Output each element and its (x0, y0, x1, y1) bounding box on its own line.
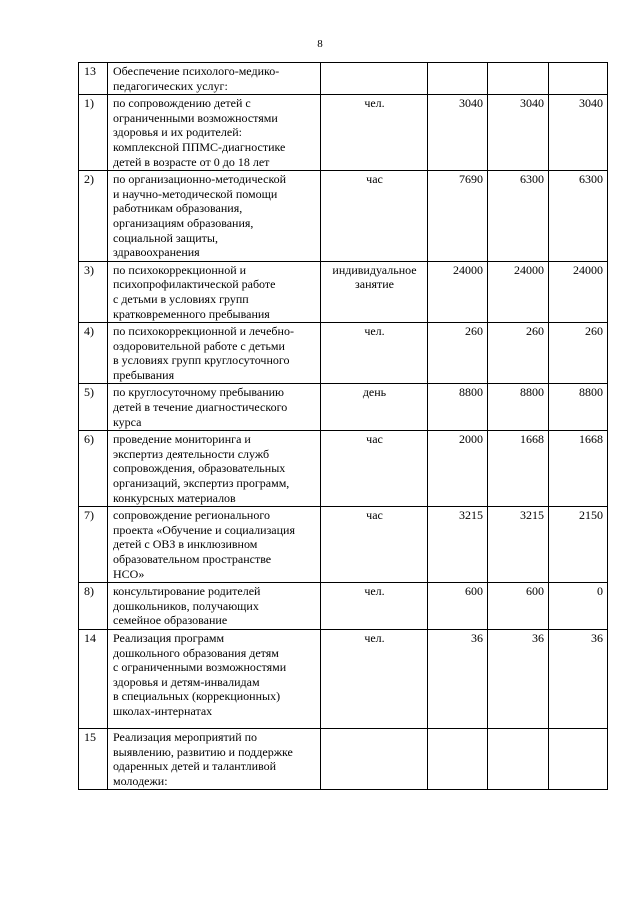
row-number: 1) (84, 96, 94, 111)
table-row (79, 728, 608, 789)
table-row (79, 431, 608, 507)
row-number: 14 (84, 630, 96, 645)
row-value-2: 3040 (520, 96, 544, 111)
row-number-cell (79, 507, 108, 583)
row-value-2: 260 (526, 324, 544, 339)
row-value-3-cell (549, 384, 608, 431)
row-value-3: 6300 (579, 172, 603, 187)
row-value-1-cell (428, 728, 488, 789)
table-row (79, 95, 608, 171)
row-unit-cell (321, 629, 428, 728)
row-number-cell (79, 431, 108, 507)
row-number-cell (79, 583, 108, 630)
row-value-1-cell (428, 507, 488, 583)
row-description: проведение мониторинга и экспертиз деятельности служб сопровождения, образовательных организаций, экспертиз программ, конкурсных материалов (113, 432, 290, 505)
row-value-2-cell (488, 95, 549, 171)
row-value-1: 600 (465, 584, 483, 599)
row-unit: чел. (364, 324, 385, 339)
table-row (79, 384, 608, 431)
row-value-3: 3040 (579, 96, 603, 111)
row-unit-cell (321, 728, 428, 789)
row-unit-cell (321, 323, 428, 384)
row-value-2-cell (488, 323, 549, 384)
row-value-3: 1668 (579, 432, 603, 447)
row-value-2-cell (488, 171, 549, 262)
row-description-cell (108, 171, 321, 262)
row-value-2-cell (488, 431, 549, 507)
row-unit-cell (321, 507, 428, 583)
row-value-2: 600 (526, 584, 544, 599)
table-row (79, 583, 608, 630)
row-number-cell (79, 63, 108, 95)
row-number-cell (79, 95, 108, 171)
row-number: 5) (84, 385, 94, 400)
row-unit: час (366, 508, 383, 523)
row-description: по сопровождению детей с ограниченными возможностями здоровья и их родителей: комплексной ППМС-диагностике детей в возрасте от 0 до 18 лет (113, 96, 286, 169)
row-value-1: 36 (471, 630, 483, 645)
row-value-2-cell (488, 63, 549, 95)
row-description-cell (108, 323, 321, 384)
row-number: 6) (84, 432, 94, 447)
row-description-cell (108, 507, 321, 583)
row-number-cell (79, 629, 108, 728)
row-description-cell (108, 384, 321, 431)
row-value-3-cell (549, 323, 608, 384)
table-row (79, 323, 608, 384)
row-value-1-cell (428, 629, 488, 728)
row-value-3-cell (549, 261, 608, 322)
row-unit: чел. (364, 584, 385, 599)
row-value-2-cell (488, 384, 549, 431)
row-unit-cell (321, 384, 428, 431)
row-value-1-cell (428, 63, 488, 95)
row-value-3-cell (549, 583, 608, 630)
row-number: 2) (84, 172, 94, 187)
row-description-cell (108, 63, 321, 95)
row-value-2-cell (488, 507, 549, 583)
row-value-3-cell (549, 728, 608, 789)
row-value-3-cell (549, 171, 608, 262)
row-unit-cell (321, 583, 428, 630)
row-value-1: 260 (465, 324, 483, 339)
row-value-3: 0 (597, 584, 603, 599)
row-description: Реализация мероприятий по выявлению, развитию и поддержке одаренных детей и талантливой молодежи: (113, 729, 293, 788)
row-value-1-cell (428, 384, 488, 431)
row-value-1-cell (428, 261, 488, 322)
row-value-1: 3215 (459, 508, 483, 523)
row-description: по круглосуточному пребыванию детей в течение диагностического курса (113, 385, 288, 429)
row-description: консультирование родителей дошкольников, получающих семейное образование (113, 584, 261, 628)
row-value-1: 24000 (453, 262, 483, 277)
row-value-2: 3215 (520, 508, 544, 523)
row-value-3-cell (549, 431, 608, 507)
row-value-1-cell (428, 95, 488, 171)
row-number-cell (79, 261, 108, 322)
row-unit-cell (321, 261, 428, 322)
row-description: сопровождение регионального проекта «Обучение и социализация детей с ОВЗ в инклюзивном образовательном пространстве НСО» (113, 508, 295, 581)
table-row (79, 629, 608, 728)
row-unit: час (366, 432, 383, 447)
row-value-2: 8800 (520, 385, 544, 400)
row-value-3-cell (549, 629, 608, 728)
row-value-1: 8800 (459, 385, 483, 400)
row-unit: чел. (364, 96, 385, 111)
row-description-cell (108, 431, 321, 507)
row-description-cell (108, 261, 321, 322)
row-description: по психокоррекционной и лечебно- оздоровительной работе с детьми в условиях групп круглосуточного пребывания (113, 324, 294, 382)
row-number-cell (79, 323, 108, 384)
row-value-2-cell (488, 583, 549, 630)
page-number: 8 (317, 38, 323, 50)
row-value-3-cell (549, 507, 608, 583)
row-unit: чел. (364, 630, 385, 645)
row-number-cell (79, 171, 108, 262)
row-description-cell (108, 728, 321, 789)
row-value-3: 24000 (573, 262, 603, 277)
table-row (79, 261, 608, 322)
row-value-2-cell (488, 261, 549, 322)
row-number-cell (79, 384, 108, 431)
row-unit: день (362, 385, 387, 400)
row-value-3: 8800 (579, 385, 603, 400)
services-table (78, 62, 608, 790)
row-value-1: 7690 (459, 172, 483, 187)
row-value-2-cell (488, 728, 549, 789)
row-number: 7) (84, 508, 94, 523)
row-description-cell (108, 629, 321, 728)
row-number: 3) (84, 262, 94, 277)
row-value-2-cell (488, 629, 549, 728)
row-value-1: 3040 (459, 96, 483, 111)
table-body (79, 63, 608, 790)
row-value-1-cell (428, 323, 488, 384)
table-row (79, 63, 608, 95)
row-value-1: 2000 (459, 432, 483, 447)
row-description-cell (108, 95, 321, 171)
row-number: 15 (84, 729, 96, 744)
row-unit-cell (321, 171, 428, 262)
table-row (79, 171, 608, 262)
row-value-3-cell (549, 95, 608, 171)
row-unit: час (366, 172, 383, 187)
row-description: по организационно-методической и научно-методической помощи работникам образования, организациям образования, социальной защиты, здравоохранения (113, 172, 287, 260)
row-description-cell (108, 583, 321, 630)
row-value-3: 2150 (579, 508, 603, 523)
row-value-1-cell (428, 431, 488, 507)
row-unit: индивидуальное занятие (332, 262, 417, 292)
row-number: 4) (84, 324, 94, 339)
row-value-3: 260 (585, 324, 603, 339)
row-value-3: 36 (591, 630, 603, 645)
row-unit-cell (321, 63, 428, 95)
row-description: по психокоррекционной и психопрофилактической работе с детьми в условиях групп кратковременного пребывания (113, 262, 276, 321)
row-number-cell (79, 728, 108, 789)
row-unit-cell (321, 431, 428, 507)
row-value-2: 6300 (520, 172, 544, 187)
row-value-2: 24000 (514, 262, 544, 277)
row-number: 8) (84, 584, 94, 599)
row-value-2: 1668 (520, 432, 544, 447)
row-number: 13 (84, 64, 96, 78)
row-description: Реализация программ дошкольного образования детям с ограниченными возможностями здоровья и детям-инвалидам в специальных (коррекционных) школах-интернатах (113, 630, 287, 718)
row-description: Обеспечение психолого-медико- педагогических услуг: (113, 64, 280, 93)
row-unit-cell (321, 95, 428, 171)
row-value-1-cell (428, 583, 488, 630)
row-value-2: 36 (532, 630, 544, 645)
row-value-1-cell (428, 171, 488, 262)
row-value-3-cell (549, 63, 608, 95)
table-row (79, 507, 608, 583)
